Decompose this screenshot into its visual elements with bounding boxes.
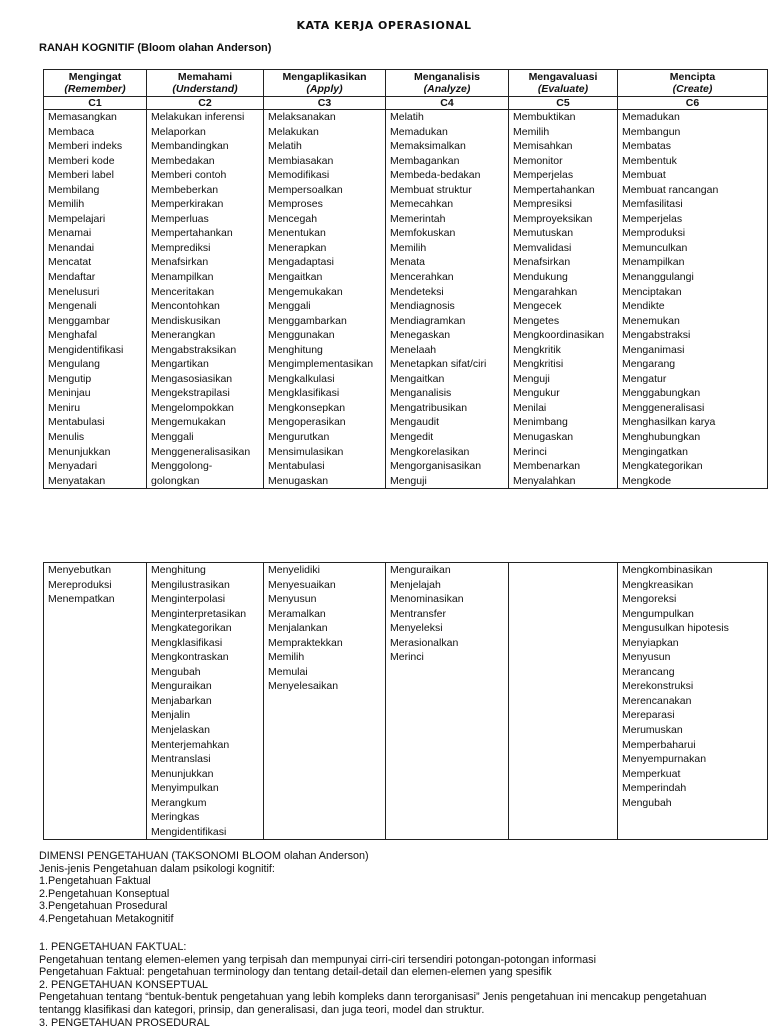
- verb-item: Mengutip: [48, 372, 92, 385]
- dimension-heading: DIMENSI PENGETAHUAN (TAKSONOMI BLOOM olahan Anderson): [39, 850, 369, 862]
- verb-item: Mempelajari: [48, 212, 106, 225]
- verb-item: Mengilustrasikan: [151, 578, 230, 591]
- verb-item: Mengingatkan: [622, 445, 688, 458]
- verb-item: Memprediksi: [151, 241, 211, 254]
- verb-item: Menggolong-: [151, 460, 213, 473]
- verb-item: Menampilkan: [622, 256, 685, 269]
- verb-item: Mengatur: [622, 372, 667, 385]
- verb-item: Memberi indeks: [48, 140, 123, 153]
- verb-item: Menyimpulkan: [151, 782, 219, 795]
- section-subtitle: RANAH KOGNITIF (Bloom olahan Anderson): [39, 42, 272, 54]
- verb-item: Memadukan: [622, 111, 680, 123]
- verb-item: Menggunakan: [268, 329, 335, 342]
- column-code-c6: C6: [618, 97, 768, 110]
- verb-item: Melatih: [390, 111, 424, 123]
- verb-item: Menyelesaikan: [268, 680, 339, 693]
- verb-item: Memfasilitasi: [622, 198, 683, 211]
- verb-item: Mengusulkan hipotesis: [622, 622, 729, 635]
- verb-item: Menjabarkan: [151, 694, 212, 707]
- verb-item: Menafsirkan: [513, 256, 571, 269]
- verb-cell-c3: [264, 110, 386, 489]
- paragraph-line: Pengetahuan tentang “bentuk-bentuk pengetahuan yang lebih kompleks dann terorganisasi” Jenis pengetahuan ini mencakup pengetahuan: [39, 991, 707, 1004]
- verb-item: Merangkum: [151, 796, 207, 809]
- verb-item: Membuat rancangan: [622, 183, 719, 196]
- verb-item: Mengidentifikasi: [48, 343, 124, 356]
- verb-item: Menjalin: [151, 709, 191, 722]
- verb-item: Menghasilkan karya: [622, 416, 716, 429]
- verb-item: Menugaskan: [513, 431, 574, 444]
- verb-item: Mempraktekkan: [268, 636, 343, 649]
- verb-item: Memilih: [513, 125, 550, 138]
- verb-cell-c1: [44, 563, 147, 840]
- verb-item: Memproduksi: [622, 227, 686, 240]
- verb-item: Memperkuat: [622, 767, 681, 780]
- verb-item: Mengkoordinasikan: [513, 329, 605, 342]
- verb-item: Mengubah: [622, 796, 672, 809]
- verb-item: Menggali: [268, 300, 311, 313]
- verb-cell-c6: [618, 563, 768, 840]
- verb-item: Menelaah: [390, 343, 437, 356]
- section-heading-faktual: 1. PENGETAHUAN FAKTUAL:: [39, 941, 187, 953]
- verb-item: Mencegah: [268, 212, 318, 225]
- verb-item: Membentuk: [622, 154, 677, 167]
- verb-item: Menggeneralisasi: [622, 401, 705, 414]
- verb-item: Memperkirakan: [151, 198, 224, 211]
- paragraph-line: tentangg klasifikasi dan kategori, prinsip, dan generalisasi, dan juga teori, model dan struktur.: [39, 1003, 485, 1016]
- verb-item: Memproses: [268, 198, 323, 211]
- verb-item: Memilih: [390, 241, 427, 254]
- verb-item: Meramalkan: [268, 607, 326, 620]
- verb-item: Menghubungkan: [622, 431, 701, 444]
- verb-item: Memisahkan: [513, 140, 573, 153]
- paragraph-line: Pengetahuan tentang elemen-elemen yang terpisah dan mempunyai cirri-ciri tersendiri potongan-potongan informasi: [39, 953, 596, 966]
- verb-item: Memberi contoh: [151, 169, 227, 182]
- verb-item: Mengklasifikasi: [151, 636, 223, 649]
- verb-item: Menguji: [390, 474, 427, 487]
- column-header-c5: Mengavaluasi (Evaluate): [509, 70, 618, 97]
- verb-item: Menyadari: [48, 460, 98, 473]
- verb-item: Mengukur: [513, 387, 560, 400]
- verb-item: Mengedit: [390, 431, 434, 444]
- verb-item: Mendaftar: [48, 271, 96, 284]
- verb-item: Menyusun: [268, 593, 317, 606]
- verb-item: Memutuskan: [513, 227, 574, 240]
- paragraph-line: Pengetahuan Faktual: pengetahuan terminology dan tentang detail-detail dan elemen-elemen yang spesifik: [39, 966, 552, 979]
- dimension-item: 4.Pengetahuan Metakognitif: [39, 912, 174, 925]
- verb-item: Memfokuskan: [390, 227, 456, 240]
- verb-item: Mengecek: [513, 300, 562, 313]
- verb-item: Mengubah: [151, 665, 201, 678]
- verb-item: Mengidentifikasi: [151, 825, 227, 838]
- verb-item: Menugaskan: [268, 474, 329, 487]
- verb-item: Memperindah: [622, 782, 687, 795]
- column-header-c4: Menganalisis (Analyze): [386, 70, 509, 97]
- verb-item: Mengkontraskan: [151, 651, 229, 664]
- verb-cell-c2: [147, 563, 264, 840]
- verb-item: Menelusuri: [48, 285, 100, 298]
- verb-item: Memperluas: [151, 212, 209, 225]
- verb-item: Membeda-bedakan: [390, 169, 481, 182]
- verb-item: Mentabulasi: [268, 460, 325, 473]
- verb-item: Menyalahkan: [513, 474, 576, 487]
- verb-item: Mengemukakan: [268, 285, 343, 298]
- verb-item: Membuat: [622, 169, 666, 182]
- verb-item: Mengurutkan: [268, 431, 330, 444]
- verb-item: Mengkreasikan: [622, 578, 694, 591]
- verb-item: Mencontohkan: [151, 300, 220, 313]
- verb-item: Mengkonsepkan: [268, 401, 346, 414]
- verb-item: Mentransfer: [390, 607, 447, 620]
- column-header-c2: Memahami (Understand): [147, 70, 264, 97]
- verb-item: Membuktikan: [513, 111, 576, 123]
- column-header-c3: Mengaplikasikan (Apply): [264, 70, 386, 97]
- verb-item: Menterjemahkan: [151, 738, 230, 751]
- verb-item: Membagankan: [390, 154, 460, 167]
- verb-item: Menunjukkan: [48, 445, 111, 458]
- verb-item: Menyeleksi: [390, 622, 443, 635]
- verb-item: Mengkategorikan: [151, 622, 232, 635]
- verb-item: Menominasikan: [390, 593, 464, 606]
- document-title: KATA KERJA OPERASIONAL: [296, 19, 472, 32]
- verb-item: Membangun: [622, 125, 681, 138]
- verb-item: Memulai: [268, 665, 308, 678]
- verb-item: Menciptakan: [622, 285, 682, 298]
- verb-item: Menilai: [513, 401, 547, 414]
- verb-item: Mengadaptasi: [268, 256, 334, 269]
- verb-item: Mengemukakan: [151, 416, 226, 429]
- verb-item: Melakukan: [268, 125, 319, 138]
- verb-item: Mensimulasikan: [268, 445, 344, 458]
- verb-item: Menampilkan: [151, 271, 214, 284]
- verb-item: Mengimplementasikan: [268, 358, 374, 371]
- verb-cell-c6: [618, 110, 768, 489]
- verb-item: Memberi label: [48, 169, 114, 182]
- verb-item: Membatas: [622, 140, 672, 153]
- section-heading-prosedural: 3. PENGETAHUAN PROSEDURAL: [39, 1016, 210, 1029]
- verb-item: Menemukan: [622, 314, 680, 327]
- verb-item: Menyusun: [622, 651, 671, 664]
- verb-item: Melatih: [268, 140, 302, 153]
- verb-item: Menjelaskan: [151, 724, 210, 737]
- verb-item: Mengorganisasikan: [390, 460, 482, 473]
- verb-item: Mengasosiasikan: [151, 372, 233, 385]
- verb-item: Mengkombinasikan: [622, 564, 713, 576]
- knowledge-types-section: [39, 941, 739, 1029]
- verb-item: Mengetes: [513, 314, 560, 327]
- verb-item: Menceritakan: [151, 285, 215, 298]
- verb-item: Mengaudit: [390, 416, 440, 429]
- verb-item: Menanggulangi: [622, 271, 694, 284]
- verb-item: Mengkode: [622, 474, 672, 487]
- column-code-c5: C5: [509, 97, 618, 110]
- verb-item: Menyempurnakan: [622, 753, 707, 766]
- verb-item: Mempertahankan: [151, 227, 233, 240]
- verb-item: Membenarkan: [513, 460, 581, 473]
- dimension-intro: Jenis-jenis Pengetahuan dalam psikologi kognitif:: [39, 862, 275, 875]
- verb-item: Membuat struktur: [390, 183, 472, 196]
- verb-item: golongkan: [151, 474, 200, 487]
- verb-item: Mengklasifikasi: [268, 387, 340, 400]
- verb-item: Meringkas: [151, 811, 200, 824]
- column-code-c2: C2: [147, 97, 264, 110]
- section-heading-konseptual: 2. PENGETAHUAN KONSEPTUAL: [39, 978, 208, 991]
- verb-item: Mengoperasikan: [268, 416, 346, 429]
- verb-item: Menginterpolasi: [151, 593, 226, 606]
- verb-item: Menyebutkan: [48, 564, 112, 576]
- verb-item: Merencanakan: [622, 694, 692, 707]
- verb-item: Mengkritik: [513, 343, 561, 356]
- verb-item: Menegaskan: [390, 329, 451, 342]
- verb-item: Mengabstraksikan: [151, 343, 237, 356]
- verb-item: Mencerahkan: [390, 271, 454, 284]
- verb-item: Menyelidiki: [268, 564, 320, 576]
- verb-item: Mendiagnosis: [390, 300, 455, 313]
- verb-item: Menggali: [151, 431, 194, 444]
- verb-item: Memasangkan: [48, 111, 117, 123]
- verb-item: Mengelompokkan: [151, 401, 234, 414]
- verb-item: Merinci: [513, 445, 547, 458]
- verb-item: Menempatkan: [48, 593, 115, 606]
- verb-cell-c5: [509, 110, 618, 489]
- verb-item: Mendikte: [622, 300, 665, 313]
- verb-item: Menamai: [48, 227, 92, 240]
- verb-item: Menganalisis: [390, 387, 452, 400]
- verb-item: Memilih: [268, 651, 305, 664]
- verb-item: Menggambarkan: [268, 314, 347, 327]
- verb-item: Memvalidasi: [513, 241, 572, 254]
- verb-item: Mengulang: [48, 358, 100, 371]
- verb-table-part-2: [43, 562, 768, 840]
- knowledge-dimension-section: [39, 850, 739, 926]
- verb-item: Menghitung: [151, 564, 206, 576]
- verb-item: Memperjelas: [622, 212, 683, 225]
- verb-cell-c4: [386, 563, 509, 840]
- verb-item: Menggabungkan: [622, 387, 701, 400]
- column-code-c3: C3: [264, 97, 386, 110]
- verb-item: Mereproduksi: [48, 578, 112, 591]
- verb-item: Mendiagramkan: [390, 314, 466, 327]
- verb-item: Membiasakan: [268, 154, 334, 167]
- verb-item: Menyatakan: [48, 474, 106, 487]
- dimension-item: 3.Pengetahuan Prosedural: [39, 900, 168, 913]
- verb-item: Mengatribusikan: [390, 401, 468, 414]
- verb-cell-c1: [44, 110, 147, 489]
- verb-item: Melakukan inferensi: [151, 111, 245, 123]
- column-header-c6: Mencipta (Create): [618, 70, 768, 97]
- verb-item: Mengkorelasikan: [390, 445, 470, 458]
- verb-item: Melaporkan: [151, 125, 206, 138]
- verb-item: Membilang: [48, 183, 100, 196]
- verb-item: Mencatat: [48, 256, 92, 269]
- verb-item: Mengekstrapilasi: [151, 387, 230, 400]
- dimension-item: 1.Pengetahuan Faktual: [39, 875, 151, 888]
- verb-item: Menggeneralisasikan: [151, 445, 251, 458]
- verb-item: Mempertahankan: [513, 183, 595, 196]
- verb-item: Menginterpretasikan: [151, 607, 247, 620]
- verb-item: Memunculkan: [622, 241, 688, 254]
- verb-item: Menerangkan: [151, 329, 216, 342]
- verb-item: Mengkategorikan: [622, 460, 703, 473]
- verb-item: Mempersoalkan: [268, 183, 343, 196]
- verb-item: Mengkritisi: [513, 358, 564, 371]
- verb-item: Memerintah: [390, 212, 446, 225]
- verb-item: Menentukan: [268, 227, 326, 240]
- verb-item: Menghafal: [48, 329, 98, 342]
- verb-item: Memperjelas: [513, 169, 574, 182]
- verb-item: Mengabstraksi: [622, 329, 691, 342]
- verb-item: Merumuskan: [622, 724, 683, 737]
- verb-item: Memecahkan: [390, 198, 454, 211]
- verb-item: Merinci: [390, 651, 424, 664]
- verb-item: Menguji: [513, 372, 550, 385]
- verb-item: Melaksanakan: [268, 111, 336, 123]
- verb-item: Mengartikan: [151, 358, 209, 371]
- verb-cell-c4: [386, 110, 509, 489]
- verb-item: Merekonstruksi: [622, 680, 694, 693]
- verb-item: Menjalankan: [268, 622, 328, 635]
- verb-item: Mendeteksi: [390, 285, 444, 298]
- verb-table-part-1: [43, 69, 768, 489]
- verb-item: Menata: [390, 256, 426, 269]
- verb-item: Menimbang: [513, 416, 568, 429]
- verb-item: Menetapkan sifat/ciri: [390, 358, 487, 371]
- verb-item: Menunjukkan: [151, 767, 214, 780]
- verb-item: Meninjau: [48, 387, 91, 400]
- verb-item: Mengarahkan: [513, 285, 578, 298]
- verb-item: Memonitor: [513, 154, 563, 167]
- verb-item: Memilih: [48, 198, 85, 211]
- verb-item: Mereparasi: [622, 709, 675, 722]
- verb-cell-c3: [264, 563, 386, 840]
- verb-item: Menjelajah: [390, 578, 441, 591]
- verb-item: Membandingkan: [151, 140, 229, 153]
- verb-item: Memberi kode: [48, 154, 115, 167]
- verb-item: Mengoreksi: [622, 593, 677, 606]
- verb-item: Menandai: [48, 241, 95, 254]
- verb-item: Mengumpulkan: [622, 607, 694, 620]
- verb-item: Memaksimalkan: [390, 140, 466, 153]
- verb-item: Mempresiksi: [513, 198, 572, 211]
- verb-item: Menghitung: [268, 343, 323, 356]
- verb-item: Membaca: [48, 125, 95, 138]
- verb-item: Mendiskusikan: [151, 314, 221, 327]
- verb-item: Memodifikasi: [268, 169, 330, 182]
- column-header-c1: Mengingat (Remember): [44, 70, 147, 97]
- verb-cell-c2: [147, 110, 264, 489]
- verb-item: Memadukan: [390, 125, 448, 138]
- verb-item: Menyiapkan: [622, 636, 679, 649]
- verb-item: Menggambar: [48, 314, 110, 327]
- verb-item: Mengarang: [622, 358, 676, 371]
- verb-item: Menyesuaikan: [268, 578, 336, 591]
- verb-item: Menguraikan: [390, 564, 451, 576]
- verb-item: Menerapkan: [268, 241, 327, 254]
- verb-item: Mendukung: [513, 271, 568, 284]
- column-code-c4: C4: [386, 97, 509, 110]
- verb-item: Mengenali: [48, 300, 97, 313]
- verb-item: Menganimasi: [622, 343, 685, 356]
- verb-cell-c5: [509, 563, 618, 840]
- verb-item: Mentabulasi: [48, 416, 105, 429]
- verb-item: Membeberkan: [151, 183, 219, 196]
- verb-item: Membedakan: [151, 154, 215, 167]
- verb-item: Menguraikan: [151, 680, 212, 693]
- verb-item: Mengaitkan: [390, 372, 445, 385]
- dimension-item: 2.Pengetahuan Konseptual: [39, 887, 170, 900]
- verb-item: Menulis: [48, 431, 85, 444]
- verb-item: Memproyeksikan: [513, 212, 593, 225]
- verb-item: Meniru: [48, 401, 81, 414]
- verb-item: Mentranslasi: [151, 753, 211, 766]
- column-code-c1: C1: [44, 97, 147, 110]
- verb-item: Merasionalkan: [390, 636, 459, 649]
- verb-item: Merancang: [622, 665, 675, 678]
- verb-item: Mengkalkulasi: [268, 372, 335, 385]
- verb-item: Memperbaharui: [622, 738, 696, 751]
- verb-item: Menafsirkan: [151, 256, 209, 269]
- verb-item: Mengaitkan: [268, 271, 323, 284]
